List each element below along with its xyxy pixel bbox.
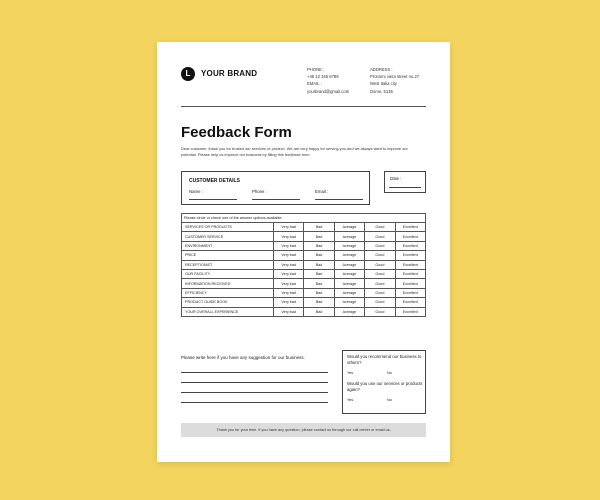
rating-option-cell[interactable]: Bad bbox=[304, 223, 334, 232]
suggestion-label: Please write here if you have any suggestion for our business. bbox=[181, 355, 305, 360]
date-box bbox=[384, 171, 426, 193]
recommend-box bbox=[342, 350, 426, 414]
email-field-label: Email : bbox=[315, 189, 329, 194]
brand-name: YOUR BRAND bbox=[201, 69, 258, 78]
contact-phone-email bbox=[307, 66, 349, 95]
suggestion-line[interactable] bbox=[181, 392, 328, 393]
rating-option-cell[interactable]: Excellent bbox=[395, 298, 425, 307]
phone-field-label: Phone : bbox=[252, 189, 267, 194]
rating-option-cell[interactable]: Bad bbox=[304, 269, 334, 278]
rating-option-cell[interactable]: Average bbox=[334, 269, 364, 278]
rating-option-cell[interactable]: Very bad bbox=[274, 279, 304, 288]
rating-option-cell[interactable]: Very bad bbox=[274, 260, 304, 269]
rating-option-cell[interactable]: Excellent bbox=[395, 279, 425, 288]
rating-option-cell[interactable]: Good bbox=[365, 260, 395, 269]
table-row bbox=[182, 232, 426, 241]
rating-option-cell[interactable]: Very bad bbox=[274, 307, 304, 316]
suggestion-line[interactable] bbox=[181, 372, 328, 373]
table-row bbox=[182, 298, 426, 307]
rating-option-cell[interactable]: Average bbox=[334, 251, 364, 260]
rating-option-cell[interactable]: Average bbox=[334, 241, 364, 250]
address-line-3: Dome, 5136 bbox=[370, 88, 393, 94]
rating-option-cell[interactable]: Very bad bbox=[274, 232, 304, 241]
date-field[interactable] bbox=[389, 187, 421, 188]
date-label: Date : bbox=[390, 176, 402, 181]
rating-option-cell[interactable]: Bad bbox=[304, 288, 334, 297]
address-line-2: West Italia city bbox=[370, 81, 397, 87]
rating-option-cell[interactable]: Very bad bbox=[274, 223, 304, 232]
table-row bbox=[182, 307, 426, 316]
rating-option-cell[interactable]: Excellent bbox=[395, 260, 425, 269]
contact-address bbox=[370, 66, 419, 95]
rating-option-cell[interactable]: Good bbox=[365, 232, 395, 241]
table-row bbox=[182, 288, 426, 297]
instruction-row bbox=[182, 214, 426, 223]
address-line-1: Pronomi viera street no.27 bbox=[370, 74, 420, 80]
rating-option-cell[interactable]: Bad bbox=[304, 251, 334, 260]
rating-option-cell[interactable]: Very bad bbox=[274, 241, 304, 250]
rating-option-cell[interactable]: Good bbox=[365, 279, 395, 288]
rating-option-cell[interactable]: Average bbox=[334, 260, 364, 269]
rating-option-cell[interactable]: Very bad bbox=[274, 288, 304, 297]
email-field[interactable] bbox=[315, 199, 363, 200]
rating-option-cell[interactable]: Average bbox=[334, 288, 364, 297]
feedback-form-sheet bbox=[157, 42, 450, 462]
email-label: EMAIL : bbox=[307, 81, 322, 87]
instruction-text: Please circle or check one of the answer options available. bbox=[182, 214, 426, 223]
customer-details-box bbox=[181, 171, 370, 205]
rating-option-cell[interactable]: Average bbox=[334, 279, 364, 288]
rating-option-cell[interactable]: Bad bbox=[304, 279, 334, 288]
category-cell: YOUR OVERALL EXPERIENCE bbox=[182, 307, 274, 316]
category-cell: PRICE bbox=[182, 251, 274, 260]
category-cell: ENVIRONMENT bbox=[182, 241, 274, 250]
brand-logo-icon bbox=[181, 67, 195, 81]
use-again-yes[interactable]: Yes bbox=[347, 398, 354, 402]
category-cell: EFFICIENCY bbox=[182, 288, 274, 297]
rating-option-cell[interactable]: Good bbox=[365, 241, 395, 250]
rating-option-cell[interactable]: Bad bbox=[304, 232, 334, 241]
phone-label: PHONE : bbox=[307, 67, 325, 72]
email-value: yourbrand@gmail.com bbox=[307, 88, 350, 94]
table-row bbox=[182, 251, 426, 260]
rating-table bbox=[181, 213, 426, 317]
rating-option-cell[interactable]: Average bbox=[334, 232, 364, 241]
footer-text: Thank you for your time. If you have any question, please contact us through our call center or email us. bbox=[216, 428, 391, 432]
category-cell: PRODUCT GUIDE BOOK bbox=[182, 298, 274, 307]
phone-field[interactable] bbox=[252, 199, 300, 200]
suggestion-line[interactable] bbox=[181, 382, 328, 383]
use-again-question: Would you use our services or products again? bbox=[347, 381, 423, 393]
category-cell: CUSTOMER SERVICE bbox=[182, 232, 274, 241]
rating-option-cell[interactable]: Good bbox=[365, 307, 395, 316]
page-title: Feedback Form bbox=[181, 124, 292, 141]
rating-option-cell[interactable]: Very bad bbox=[274, 298, 304, 307]
rating-option-cell[interactable]: Bad bbox=[304, 241, 334, 250]
intro-text: Dear customer, thank you for trusted our services or product. We are very happy for serving you and we always want to improve our potential. Please help us improve our business by filling this feedback form. bbox=[181, 146, 408, 158]
rating-option-cell[interactable]: Good bbox=[365, 288, 395, 297]
logo-letter: L bbox=[185, 69, 191, 78]
rating-option-cell[interactable]: Average bbox=[334, 298, 364, 307]
table-row bbox=[182, 241, 426, 250]
rating-option-cell[interactable]: Excellent bbox=[395, 241, 425, 250]
rating-option-cell[interactable]: Good bbox=[365, 298, 395, 307]
recommend-no[interactable]: No bbox=[387, 371, 392, 375]
recommend-yes[interactable]: Yes bbox=[347, 371, 354, 375]
rating-option-cell[interactable]: Good bbox=[365, 269, 395, 278]
name-field[interactable] bbox=[189, 199, 237, 200]
table-row bbox=[182, 223, 426, 232]
category-cell: SERVICES OR PRODUCTS bbox=[182, 223, 274, 232]
rating-option-cell[interactable]: Good bbox=[365, 223, 395, 232]
recommend-question: Would you recommend our business to others? bbox=[347, 354, 422, 366]
category-cell: OUR FACILITY bbox=[182, 269, 274, 278]
rating-option-cell[interactable]: Bad bbox=[304, 298, 334, 307]
rating-option-cell[interactable]: Good bbox=[365, 251, 395, 260]
rating-option-cell[interactable]: Excellent bbox=[395, 288, 425, 297]
table-row bbox=[182, 269, 426, 278]
use-again-no[interactable]: No bbox=[387, 398, 392, 402]
rating-option-cell[interactable]: Excellent bbox=[395, 307, 425, 316]
rating-option-cell[interactable]: Average bbox=[334, 223, 364, 232]
category-cell: INFORMATION RECEIVED bbox=[182, 279, 274, 288]
rating-option-cell[interactable]: Very bad bbox=[274, 269, 304, 278]
rating-option-cell[interactable]: Very bad bbox=[274, 251, 304, 260]
footer-bar bbox=[181, 423, 426, 437]
header-divider bbox=[181, 106, 426, 107]
phone-value: +46 12 345 6789 bbox=[307, 74, 339, 80]
rating-option-cell[interactable]: Average bbox=[334, 307, 364, 316]
customer-details-title: CUSTOMER DETAILS bbox=[189, 178, 240, 184]
rating-option-cell[interactable]: Excellent bbox=[395, 223, 425, 232]
suggestion-line[interactable] bbox=[181, 402, 328, 403]
name-label: Name : bbox=[189, 189, 203, 194]
rating-option-cell[interactable]: Excellent bbox=[395, 232, 425, 241]
rating-option-cell[interactable]: Bad bbox=[304, 307, 334, 316]
table-row bbox=[182, 260, 426, 269]
rating-option-cell[interactable]: Excellent bbox=[395, 269, 425, 278]
rating-option-cell[interactable]: Excellent bbox=[395, 251, 425, 260]
category-cell: RECEPTIONIST bbox=[182, 260, 274, 269]
address-label: ADDRESS : bbox=[370, 67, 393, 72]
rating-option-cell[interactable]: Bad bbox=[304, 260, 334, 269]
table-row bbox=[182, 279, 426, 288]
